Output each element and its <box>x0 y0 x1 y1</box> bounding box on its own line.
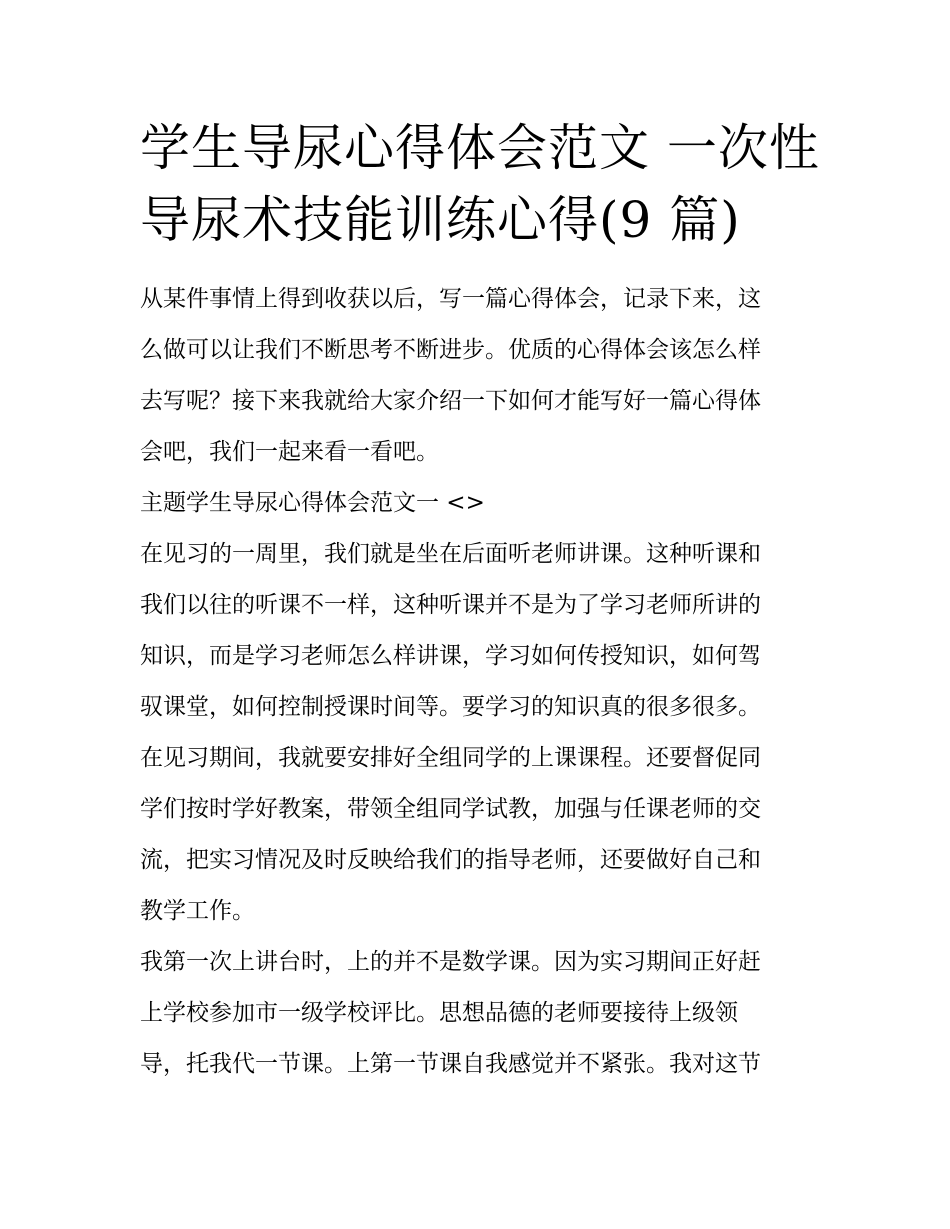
text-line: 导，托我代一节课。上第一节课自我感觉并不紧张。我对这节 <box>140 1051 761 1077</box>
paragraph-duties <box>140 733 812 937</box>
section-heading <box>140 478 812 529</box>
text-line: 驭课堂，如何控制授课时间等。要学习的知识真的很多很多。 <box>140 694 761 720</box>
text-line: 在见习的一周里，我们就是坐在后面听老师讲课。这种听课和 <box>140 541 761 567</box>
document-content <box>140 112 820 1090</box>
title-line: 学生导尿心得体会范文 一次性 <box>140 119 820 177</box>
text-line: 会吧，我们一起来看一看吧。 <box>140 439 439 465</box>
title-line: 导尿术技能训练心得(9 篇) <box>140 191 741 249</box>
text-line: 上学校参加市一级学校评比。思想品德的老师要接待上级领 <box>140 1000 738 1026</box>
text-line: 在见习期间，我就要安排好全组同学的上课课程。还要督促同 <box>140 745 761 771</box>
text-line: 知识，而是学习老师怎么样讲课，学习如何传授知识，如何驾 <box>140 643 761 669</box>
paragraph-first-class <box>140 937 812 1090</box>
text-line: 去写呢？接下来我就给大家介绍一下如何才能写好一篇心得体 <box>140 388 761 414</box>
text-line: 我们以往的听课不一样，这种听课并不是为了学习老师所讲的 <box>140 592 761 618</box>
document-body <box>140 274 812 1090</box>
text-line: 教学工作。 <box>140 898 255 924</box>
text-line: 学们按时学好教案，带领全组同学试教，加强与任课老师的交 <box>140 796 761 822</box>
text-line: 我第一次上讲台时，上的并不是数学课。因为实习期间正好赶 <box>140 949 761 975</box>
paragraph-observation <box>140 529 812 733</box>
text-line: 流，把实习情况及时反映给我们的指导老师，还要做好自己和 <box>140 847 761 873</box>
text-line: 主题学生导尿心得体会范文一 <> <box>140 490 485 516</box>
document-title <box>140 112 820 256</box>
text-line: 么做可以让我们不断思考不断进步。优质的心得体会该怎么样 <box>140 337 761 363</box>
paragraph-intro <box>140 274 812 478</box>
text-line: 从某件事情上得到收获以后，写一篇心得体会，记录下来，这 <box>140 286 761 312</box>
